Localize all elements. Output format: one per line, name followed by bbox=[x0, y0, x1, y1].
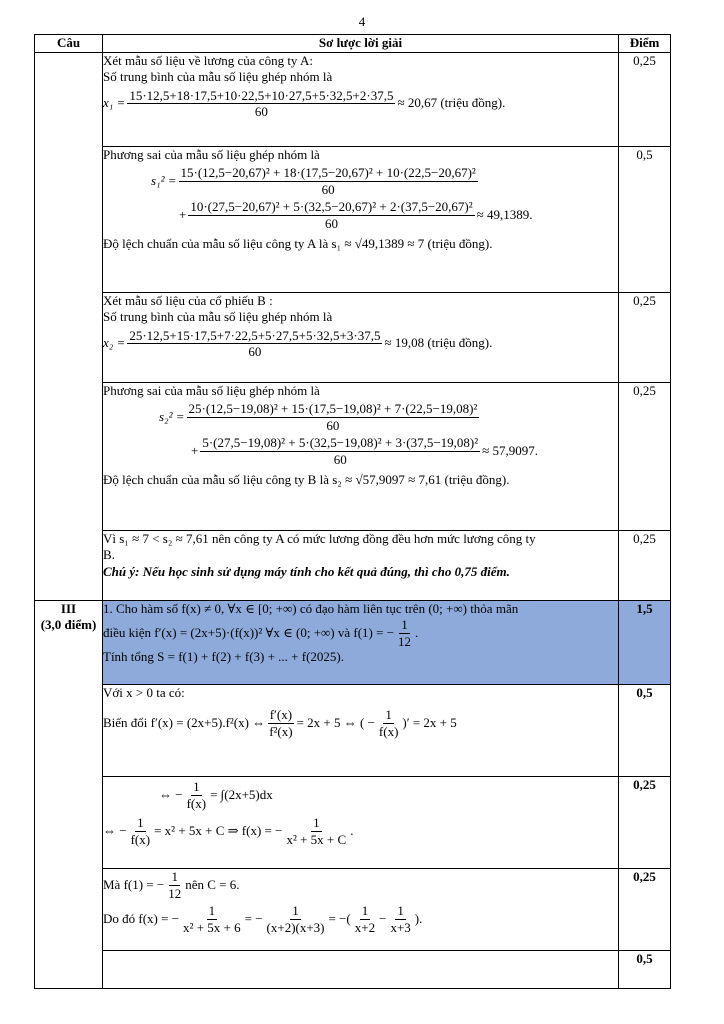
variance-formula-b-part2 bbox=[191, 435, 618, 467]
fraction-denominator: x+3 bbox=[390, 919, 411, 935]
fraction-denominator: f²(x) bbox=[269, 723, 293, 739]
fraction-numerator: 15·(12,5−20,67)² + 18·(17,5−20,67)² + 10·(22,5−20,67)² bbox=[180, 165, 476, 181]
text-line: Số trung bình của mẫu số liệu ghép nhóm là bbox=[103, 309, 333, 325]
text-segment: − bbox=[379, 911, 387, 927]
text-line: Phương sai của mẫu số liệu ghép nhóm là bbox=[103, 383, 320, 398]
fraction-numerator: 1 bbox=[292, 903, 299, 919]
fraction bbox=[166, 869, 183, 901]
fraction-denominator: 12 bbox=[398, 633, 412, 649]
fraction bbox=[377, 707, 401, 739]
variance-formula-a-part2 bbox=[179, 199, 618, 231]
formula-lhs: x₂ = bbox=[103, 335, 126, 351]
text-segment: = −( bbox=[328, 911, 351, 927]
formula-result: ≈ 19,08 (triệu đồng). bbox=[384, 335, 493, 351]
table-row bbox=[35, 383, 671, 531]
points-cell: 0,5 bbox=[619, 685, 671, 777]
step1-formula bbox=[103, 707, 618, 739]
fraction-numerator: 25·(12,5−19,08)² + 15·(17,5−19,08)² + 7·(22,5−19,08)² bbox=[188, 401, 478, 417]
step2-formula-line1 bbox=[159, 779, 618, 811]
text-line: Vì s₁ ≈ 7 < s₂ ≈ 7,61 nên công ty A có mức lương đồng đều hơn mức lương công ty bbox=[103, 531, 536, 546]
page-number: 4 bbox=[358, 14, 366, 29]
header-cau: Câu bbox=[35, 35, 103, 53]
formula-result: ≈ 49,1389. bbox=[476, 207, 533, 223]
fraction-denominator: 12 bbox=[168, 885, 182, 901]
answer-cell bbox=[103, 53, 619, 147]
text-line: Số trung bình của mẫu số liệu ghép nhóm là bbox=[103, 69, 333, 85]
fraction-numerator: 1 bbox=[361, 903, 369, 919]
table-row bbox=[35, 869, 671, 951]
cau-cell-iii bbox=[35, 601, 103, 989]
formula-result: ≈ 57,9097. bbox=[482, 443, 539, 459]
fraction-denominator: 60 bbox=[321, 181, 335, 197]
fraction-numerator: 25·12,5+15·17,5+7·22,5+5·27,5+5·32,5+3·37,5 bbox=[129, 327, 381, 343]
fraction bbox=[127, 328, 382, 360]
text-segment: = 2x + 5 ⇔ ( − bbox=[296, 715, 375, 731]
fraction bbox=[388, 903, 412, 935]
table-row bbox=[35, 685, 671, 777]
fraction bbox=[265, 903, 327, 935]
fraction-numerator: 1 bbox=[137, 815, 144, 831]
text-segment: Biến đổi f′(x) = (2x+5).f²(x) ⇔ bbox=[103, 715, 266, 731]
variance-formula-b-part1 bbox=[159, 401, 618, 433]
period: . bbox=[415, 625, 419, 641]
text-segment: )′ = 2x + 5 bbox=[402, 715, 457, 731]
table-row bbox=[35, 293, 671, 383]
text-segment: Do đó f(x) = − bbox=[103, 911, 180, 927]
answer-cell-empty bbox=[103, 951, 619, 989]
points-cell: 0,25 bbox=[619, 777, 671, 869]
fraction-denominator: f(x) bbox=[186, 795, 207, 811]
fraction bbox=[353, 903, 377, 935]
table-row bbox=[35, 531, 671, 601]
fraction-numerator: 10·(27,5−20,67)² + 5·(32,5−20,67)² + 2·(37,5−20,67)² bbox=[190, 199, 473, 215]
plus-sign: + bbox=[179, 207, 187, 223]
text-line: Với x > 0 ta có: bbox=[103, 685, 185, 700]
text-line: Xét mẫu số liệu về lương của công ty A: bbox=[103, 53, 313, 68]
text-segment: nên C = 6. bbox=[185, 876, 240, 892]
fraction-denominator: x² + 5x + C bbox=[286, 831, 347, 847]
points-cell: 0,25 bbox=[619, 293, 671, 383]
formula-lhs: x₁ = bbox=[103, 95, 126, 111]
text-segment: = x² + 5x + C ⇒ f(x) = − bbox=[154, 823, 283, 839]
answer-cell bbox=[103, 531, 619, 601]
text-line: Phương sai của mẫu số liệu ghép nhóm là bbox=[103, 147, 320, 162]
table-row bbox=[35, 147, 671, 293]
answer-cell bbox=[103, 777, 619, 869]
fraction bbox=[185, 779, 209, 811]
mean-formula-b bbox=[103, 328, 618, 360]
text-line: Độ lệch chuẩn của mẫu số liệu công ty B là s₂ ≈ √57,9097 ≈ 7,61 (triệu đồng). bbox=[103, 471, 510, 487]
mean-formula-a bbox=[103, 88, 618, 120]
points-cell: 0,25 bbox=[619, 531, 671, 601]
fraction-numerator: 1 bbox=[193, 779, 200, 794]
step3-formula-line2 bbox=[103, 903, 618, 935]
text-segment: ⇔ − bbox=[103, 823, 127, 839]
text-line: Tính tổng S = f(1) + f(2) + f(3) + ... + f(2025). bbox=[103, 649, 345, 665]
text-segment: ). bbox=[414, 911, 423, 927]
fraction bbox=[396, 617, 413, 649]
text-line: Xét mẫu số liệu của cổ phiếu B : bbox=[103, 293, 273, 308]
text-segment: ⇔ − bbox=[159, 786, 183, 802]
note-text: Chú ý: Nếu học sinh sử dụng máy tính cho kết quả đúng, thì cho 0,75 điểm. bbox=[103, 563, 510, 579]
fraction bbox=[127, 88, 395, 120]
answer-cell bbox=[103, 147, 619, 293]
fraction-denominator: x+2 bbox=[354, 919, 376, 935]
variance-formula-a-part1 bbox=[151, 165, 618, 197]
fraction-numerator: 1 bbox=[397, 903, 404, 919]
fraction bbox=[129, 815, 153, 847]
fraction bbox=[200, 435, 480, 467]
fraction-denominator: f(x) bbox=[378, 723, 399, 739]
fraction-denominator: 60 bbox=[254, 104, 268, 120]
text-segment: điều kiện f′(x) = (2x+5)·(f(x))² ∀x ∈ (0; +∞) và f(1) = − bbox=[103, 625, 395, 641]
formula-lhs: s₁² = bbox=[151, 173, 177, 189]
problem-line2 bbox=[103, 617, 618, 649]
fraction-denominator: 60 bbox=[248, 344, 262, 360]
fraction bbox=[284, 815, 348, 847]
text-segment: = ∫(2x+5)dx bbox=[210, 786, 273, 802]
fraction-numerator: 1 bbox=[313, 815, 320, 831]
formula-result: ≈ 20,67 (triệu đồng). bbox=[397, 95, 506, 111]
answer-cell bbox=[103, 293, 619, 383]
fraction bbox=[188, 199, 474, 231]
table-row bbox=[35, 951, 671, 989]
fraction-numerator: 1 bbox=[208, 903, 216, 919]
cau-cell-empty bbox=[35, 53, 103, 601]
answer-cell bbox=[103, 685, 619, 777]
solution-table bbox=[34, 34, 671, 989]
table-row bbox=[35, 53, 671, 147]
problem-statement-cell bbox=[103, 601, 619, 685]
text-segment: . bbox=[350, 823, 354, 839]
cau-sublabel: (3,0 điểm) bbox=[40, 617, 97, 632]
fraction bbox=[181, 903, 243, 935]
fraction bbox=[187, 401, 480, 433]
points-cell: 0,25 bbox=[619, 383, 671, 531]
text-line: Độ lệch chuẩn của mẫu số liệu công ty A là s₁ ≈ √49,1389 ≈ 7 (triệu đồng). bbox=[103, 235, 493, 251]
fraction-denominator: x² + 5x + 6 bbox=[183, 919, 241, 935]
answer-cell bbox=[103, 869, 619, 951]
points-cell: 0,5 bbox=[619, 951, 671, 989]
fraction bbox=[179, 165, 478, 197]
table-row bbox=[35, 777, 671, 869]
cau-label: III bbox=[60, 601, 77, 616]
points-cell: 0,25 bbox=[619, 53, 671, 147]
step3-formula-line1 bbox=[103, 869, 618, 901]
fraction-denominator: f(x) bbox=[130, 831, 151, 847]
points-cell: 0,5 bbox=[619, 147, 671, 293]
table-header-row bbox=[35, 35, 671, 53]
formula-lhs: s₂² = bbox=[159, 409, 185, 425]
fraction-numerator: 15·12,5+18·17,5+10·22,5+10·27,5+5·32,5+2·37,5 bbox=[129, 87, 394, 103]
fraction-denominator: 60 bbox=[333, 452, 347, 468]
text-line: B. bbox=[103, 547, 115, 563]
text-segment: Mà f(1) = − bbox=[103, 876, 165, 892]
fraction-numerator: 5·(27,5−19,08)² + 5·(32,5−19,08)² + 3·(37,5−19,08)² bbox=[202, 435, 479, 451]
text-line: 1. Cho hàm số f(x) ≠ 0, ∀x ∈ [0; +∞) có đạo hàm liên tục trên (0; +∞) thỏa mãn bbox=[103, 601, 519, 616]
fraction-numerator: 1 bbox=[385, 707, 392, 723]
table-row bbox=[35, 601, 671, 685]
fraction-numerator: 1 bbox=[171, 869, 178, 884]
fraction-numerator: f′(x) bbox=[269, 707, 293, 723]
header-loi-giai: Sơ lược lời giải bbox=[103, 35, 619, 53]
fraction-denominator: (x+2)(x+3) bbox=[266, 919, 325, 935]
text-segment: = − bbox=[244, 911, 263, 927]
plus-sign: + bbox=[191, 443, 199, 459]
step2-formula-line2 bbox=[103, 815, 618, 847]
fraction-numerator: 1 bbox=[401, 617, 408, 633]
points-cell: 0,25 bbox=[619, 869, 671, 951]
points-cell: 1,5 bbox=[619, 601, 671, 685]
fraction-denominator: 60 bbox=[326, 417, 340, 433]
fraction bbox=[267, 707, 294, 739]
header-diem: Điểm bbox=[619, 35, 671, 53]
answer-cell bbox=[103, 383, 619, 531]
fraction-denominator: 60 bbox=[325, 216, 338, 232]
